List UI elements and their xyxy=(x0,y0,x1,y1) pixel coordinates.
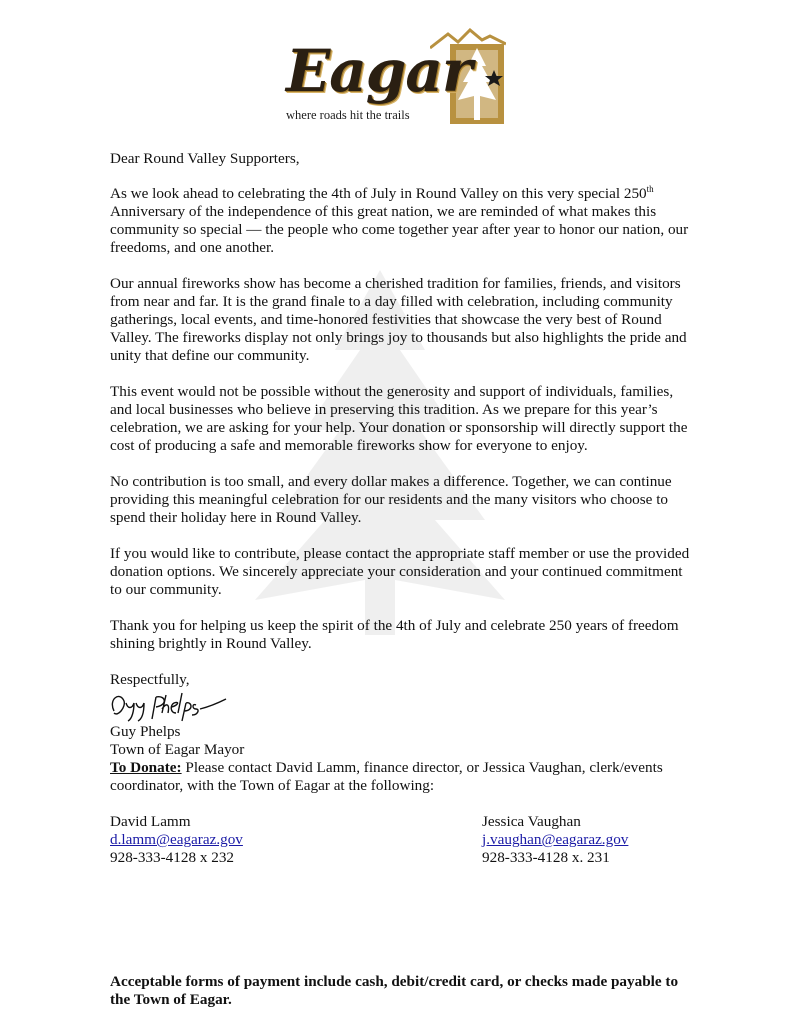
paragraph-intro-start: As we look ahead to celebrating the 4th of July in Round Valley on this very special 250 xyxy=(110,185,647,202)
donate-label: To Donate: xyxy=(110,759,182,776)
signer-name: Guy Phelps xyxy=(110,723,181,740)
contact-email-link[interactable]: j.vaughan@eagaraz.gov xyxy=(482,831,629,848)
donate-paragraph xyxy=(110,759,690,795)
signer-title: Town of Eagar Mayor xyxy=(110,741,245,758)
contact-phone: 928-333-4128 x 232 xyxy=(110,849,235,866)
contact-email-link[interactable]: d.lamm@eagaraz.gov xyxy=(110,831,243,848)
contacts xyxy=(110,813,690,869)
paragraph-intro-end: Anniversary of the independence of this great nation, we are reminded of what makes this community so special — the people who come together year after year to honor our nation, our freedoms, and one another. xyxy=(110,203,689,256)
closing: Respectfully, xyxy=(110,671,190,688)
contact-name: David Lamm xyxy=(110,813,191,830)
paragraph-tradition: Our annual fireworks show has become a cherished tradition for families, friends, and visitors from near and far. It is the grand finale to a day filled with celebration, including community gatherings, local events, and time-honored festivities that showcase the very best of Round Valley. The fireworks display not only brings joy to thousands but also highlights the pride and unity that define our community. xyxy=(110,275,687,364)
paragraph-thanks: Thank you for helping us keep the spirit of the 4th of July and celebrate 250 years of freedom shining brightly in Round Valley. xyxy=(110,617,679,652)
letter-body xyxy=(110,150,690,869)
payment-note: Acceptable forms of payment include cash, debit/credit card, or checks made payable to the Town of Eagar. xyxy=(110,973,679,1009)
greeting: Dear Round Valley Supporters, xyxy=(110,150,300,167)
donate-text: Please contact David Lamm, finance director, or Jessica Vaughan, clerk/events coordinator, with the Town of Eagar at the following: xyxy=(110,759,663,794)
contact-name: Jessica Vaughan xyxy=(482,813,581,830)
paragraph-intro xyxy=(110,185,690,257)
logo-tagline: where roads hit the trails xyxy=(286,108,410,122)
paragraph-contact: If you would like to contribute, please contact the appropriate staff member or use the provided donation options. We sincerely appreciate your consideration and your continued commitment to our community. xyxy=(110,545,690,598)
logo-wordmark: Eagar xyxy=(286,37,472,105)
paragraph-support: This event would not be possible without the generosity and support of individuals, families, and local businesses who believe in preserving this tradition. As we prepare for this year’s celebration, we are asking for your help. Your donation or sponsorship will directly support the cost of producing a safe and memorable fireworks show for everyone to enjoy. xyxy=(110,383,688,454)
contact-jessica-vaughan xyxy=(482,813,628,867)
contact-phone: 928-333-4128 x. 231 xyxy=(482,849,610,866)
handwritten-signature xyxy=(106,689,231,723)
contact-david-lamm xyxy=(110,813,243,867)
eagar-logo xyxy=(284,22,514,130)
paragraph-contribution: No contribution is too small, and every dollar makes a difference. Together, we can continue providing this meaningful celebration for our residents and the many visitors who choose to spend their holiday here in Round Valley. xyxy=(110,473,672,526)
ordinal-suffix: th xyxy=(646,184,654,194)
